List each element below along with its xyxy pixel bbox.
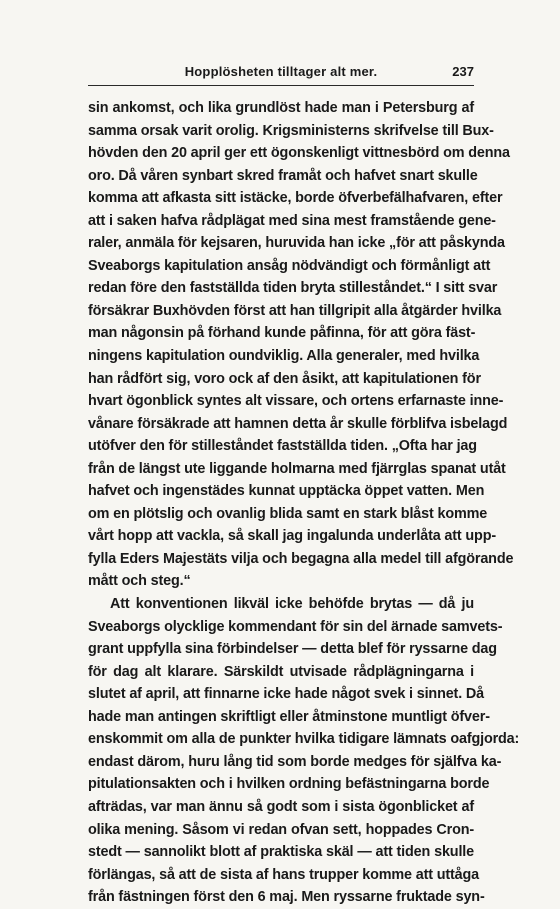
running-title: Hopplösheten tilltager alt mer.: [184, 64, 378, 79]
text-line: stedt — sannolikt blott af praktiska skäl — att tiden skulle: [88, 844, 474, 861]
text-line: vånare försäkrade att hamnen detta år skulle förblifva isbelagd: [88, 415, 508, 432]
text-line: ningens kapitulation oundviklig. Alla generaler, med hvilka: [88, 348, 480, 365]
text-line: man någonsin på förhand kunde påfinna, för att göra fäst-: [88, 325, 476, 342]
text-line: han rådfört sig, voro ock af den åsikt, att kapitulationen för: [88, 370, 481, 387]
text-line: komma att afkasta sitt istäcke, borde öfverbefälhafvaren, efter: [88, 190, 503, 207]
text-line: mått och steg.“: [88, 573, 191, 590]
paragraph-1: [88, 97, 514, 593]
text-line: från de längst ute liggande holmarna med fjärrglas spanat utåt: [88, 460, 506, 477]
text-line: om en plötslig och ovanlig blida samt en stark blåst komme: [88, 505, 488, 522]
text-line: Sveaborgs olycklige kommendant för sin del ärnade samvets-: [88, 618, 503, 635]
text-line: hövden den 20 april ger ett ögonskenligt vittnesbörd om denna: [88, 145, 510, 162]
header-rule: [88, 85, 474, 86]
text-line: raler, anmäla för kejsaren, huruvida han icke „för att påskynda: [88, 235, 505, 252]
text-line: samma orsak varit orolig. Krigsministerns skrifvelse till Bux-: [88, 122, 494, 139]
text-line: från fästningen först den 6 maj. Men ryssarne fruktade syn-: [88, 889, 485, 906]
text-line: utöfver den för stilleståndet fastställda tiden. „Ofta har jag: [88, 438, 477, 455]
text-line: förlängas, så att de sista af hans trupper komme att uttåga: [88, 866, 479, 883]
text-line: vårt hopp att vackla, så skall jag ingalunda underlåta att upp-: [88, 528, 496, 545]
text-line: för dag alt klarare. Särskildt utvisade rådplägningarna i: [88, 663, 474, 680]
text-line: Sveaborgs kapitulation ansåg nödvändigt och förmånligt att: [88, 257, 491, 274]
page-number: 237: [452, 64, 474, 79]
text-line: afträdas, var man ännu så godt som i sista ögonblicket af: [88, 798, 474, 815]
text-line: hade man antingen skriftligt eller åtminstone muntligt öfver-: [88, 708, 490, 725]
text-line: redan före den fastställda tiden bryta stilleståndet.“ I sitt svar: [88, 280, 498, 297]
text-line: pitulationsakten och i hvilken ordning befästningarna borde: [88, 776, 490, 793]
text-line: endast därom, huru lång tid som borde medges för själfva ka-: [88, 753, 502, 770]
text-line: hvart ögonblick syntes alt vissare, och ortens erfarnaste inne-: [88, 393, 504, 410]
running-head: [88, 64, 474, 84]
text-line: grant uppfylla sina förbindelser — detta blef för ryssarne dag: [88, 641, 497, 658]
paragraph-2: [88, 593, 520, 909]
text-line: slutet af april, att finnarne icke hade något svek i sinnet. Då: [88, 686, 484, 703]
text-line: enskommit om alla de punkter hvilka tidigare lämnats oafgjorda:: [88, 731, 520, 748]
text-line: sin ankomst, och lika grundlöst hade man i Petersburg af: [88, 100, 474, 116]
text-line: att i saken hafva rådplägat med sina mest framstående gene-: [88, 212, 496, 229]
body-text: [88, 97, 520, 909]
text-line: hafvet och ingenstädes kunnat upptäcka öppet vatten. Men: [88, 483, 485, 500]
text-line: Att konventionen likväl icke behöfde brytas — då ju: [110, 596, 474, 613]
text-line: oro. Då våren synbart skred framåt och hafvet snart skulle: [88, 167, 478, 184]
text-line: försäkrar Buxhövden först att han tillgripit alla åtgärder hvilka: [88, 302, 502, 319]
text-line: fylla Eders Majestäts vilja och begagna alla medel till afgörande: [88, 550, 514, 567]
text-line: olika mening. Såsom vi redan ofvan sett, hoppades Cron-: [88, 821, 474, 838]
